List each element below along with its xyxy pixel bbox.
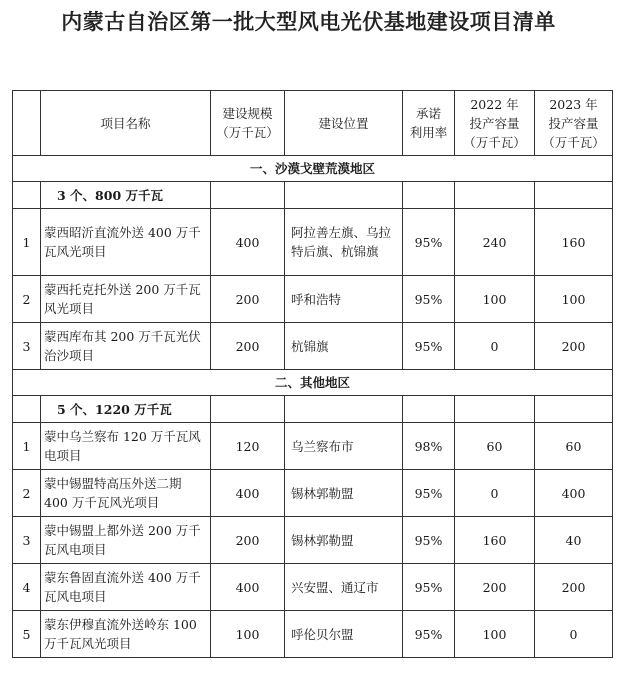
project-scale: 200 (211, 517, 285, 564)
row-number: 1 (13, 209, 41, 276)
row-number: 2 (13, 276, 41, 323)
capacity-2023: 40 (535, 517, 613, 564)
section-heading-row (13, 156, 613, 182)
project-scale: 200 (211, 323, 285, 370)
row-number: 4 (13, 564, 41, 611)
project-scale: 120 (211, 423, 285, 470)
utilization-rate: 95% (403, 611, 455, 658)
capacity-2022: 160 (455, 517, 535, 564)
header-location: 建设位置 (285, 91, 403, 156)
capacity-2023: 200 (535, 323, 613, 370)
capacity-2023: 100 (535, 276, 613, 323)
header-index (13, 91, 41, 156)
project-scale: 200 (211, 276, 285, 323)
project-name: 蒙东鲁固直流外送 400 万千瓦风电项目 (41, 564, 211, 611)
capacity-2022: 240 (455, 209, 535, 276)
project-location: 杭锦旗 (285, 323, 403, 370)
project-location: 阿拉善左旗、乌拉特后旗、杭锦旗 (285, 209, 403, 276)
section-summary-row (13, 396, 613, 423)
section-heading-row (13, 370, 613, 396)
project-scale: 100 (211, 611, 285, 658)
table-row (13, 611, 613, 658)
table-row (13, 517, 613, 564)
capacity-2023: 60 (535, 423, 613, 470)
document-title: 内蒙古自治区第一批大型风电光伏基地建设项目清单 (61, 10, 556, 34)
header-cap2022: 2022 年 投产容量 （万千瓦） (455, 91, 535, 156)
row-number: 3 (13, 517, 41, 564)
project-location: 呼伦贝尔盟 (285, 611, 403, 658)
section-heading: 一、沙漠戈壁荒漠地区 (13, 156, 613, 182)
project-location: 锡林郭勒盟 (285, 470, 403, 517)
section-summary: 3 个、800 万千瓦 (41, 182, 211, 209)
utilization-rate: 95% (403, 323, 455, 370)
table-row (13, 209, 613, 276)
project-name: 蒙西库布其 200 万千瓦光伏治沙项目 (41, 323, 211, 370)
capacity-2023: 400 (535, 470, 613, 517)
project-scale: 400 (211, 470, 285, 517)
row-number: 5 (13, 611, 41, 658)
section-summary-row (13, 182, 613, 209)
project-location: 呼和浩特 (285, 276, 403, 323)
project-name: 蒙中乌兰察布 120 万千瓦风电项目 (41, 423, 211, 470)
header-row (13, 91, 613, 156)
project-name: 蒙中锡盟特高压外送二期 400 万千瓦风光项目 (41, 470, 211, 517)
project-location: 锡林郭勒盟 (285, 517, 403, 564)
utilization-rate: 95% (403, 209, 455, 276)
capacity-2023: 160 (535, 209, 613, 276)
project-location: 乌兰察布市 (285, 423, 403, 470)
project-name: 蒙西托克托外送 200 万千瓦风光项目 (41, 276, 211, 323)
utilization-rate: 95% (403, 470, 455, 517)
utilization-rate: 98% (403, 423, 455, 470)
capacity-2022: 100 (455, 611, 535, 658)
project-scale: 400 (211, 209, 285, 276)
capacity-2022: 0 (455, 470, 535, 517)
utilization-rate: 95% (403, 276, 455, 323)
project-name: 蒙中锡盟上都外送 200 万千瓦风电项目 (41, 517, 211, 564)
capacity-2022: 60 (455, 423, 535, 470)
section-summary: 5 个、1220 万千瓦 (41, 396, 211, 423)
project-name: 蒙东伊穆直流外送岭东 100 万千瓦风光项目 (41, 611, 211, 658)
table-row (13, 276, 613, 323)
table-row (13, 470, 613, 517)
project-scale: 400 (211, 564, 285, 611)
utilization-rate: 95% (403, 564, 455, 611)
table-row (13, 423, 613, 470)
row-number: 2 (13, 470, 41, 517)
table-row (13, 564, 613, 611)
row-number: 3 (13, 323, 41, 370)
header-cap2023: 2023 年 投产容量 （万千瓦） (535, 91, 613, 156)
capacity-2022: 100 (455, 276, 535, 323)
capacity-2022: 200 (455, 564, 535, 611)
header-name: 项目名称 (41, 91, 211, 156)
section-heading: 二、其他地区 (13, 370, 613, 396)
table-row (13, 323, 613, 370)
row-number: 1 (13, 423, 41, 470)
utilization-rate: 95% (403, 517, 455, 564)
project-name: 蒙西昭沂直流外送 400 万千瓦风光项目 (41, 209, 211, 276)
capacity-2023: 0 (535, 611, 613, 658)
project-location: 兴安盟、通辽市 (285, 564, 403, 611)
header-rate: 承诺 利用率 (403, 91, 455, 156)
capacity-2022: 0 (455, 323, 535, 370)
capacity-2023: 200 (535, 564, 613, 611)
project-table (12, 90, 613, 658)
header-scale: 建设规模 （万千瓦） (211, 91, 285, 156)
